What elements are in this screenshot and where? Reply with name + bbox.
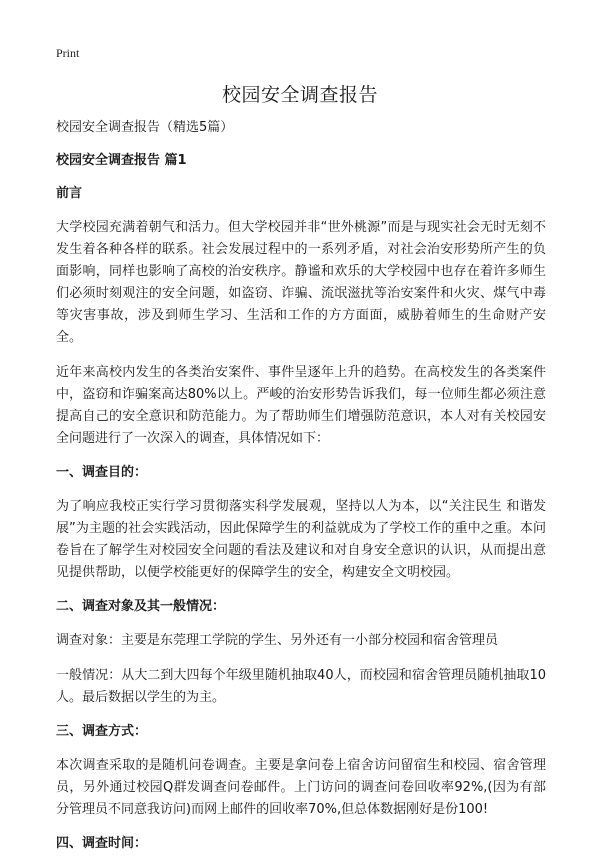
section-heading-subjects: 二、调查对象及其一般情况： [56, 599, 226, 614]
paragraph-preface-1: 大学校园充满着朝气和活力。但大学校园并非“世外桃源”而是与现实社会无时无刻不发生着各种各样的联系。社会发展过程中的一系列矛盾，对社会治安形势所产生的负面影响，同样也影响了高校的治安秩序。静谧和欢乐的大学校园中也存在着许多师生们必须时刻观注的安全问题，如盗窃、诈骗、流氓滋扰等治安案件和火灾、煤气中毒等灾害事故，涉及到师生学习、生活和工作的方方面面，威胁着师生的生命财产安全。 [56, 220, 546, 345]
paragraph-subjects-1: 调查对象：主要是东莞理工学院的学生、另外还有一小部分校园和宿舍管理员 [56, 633, 499, 648]
section-heading-preface: 前言 [56, 186, 83, 201]
section-heading-purpose: 一、调查目的： [56, 465, 148, 480]
document-body [56, 118, 546, 867]
paragraph-method: 本次调查采取的是随机问卷调查。主要是拿问卷上宿舍访问留宿生和校园、宿舍管理员，另外通过校园Q群发调查问卷邮件。上门访问的调查问卷回收率92%,(因为有部分管理员不同意我访问)而网上邮件的回收率70%,但总体数据刚好是份100! [56, 758, 546, 817]
section-heading-time: 四、调查时间： [56, 836, 148, 851]
section-heading-method: 三、调查方式： [56, 724, 148, 739]
print-link[interactable]: Print [56, 46, 80, 60]
paragraph-subjects-2: 一般情况：从大二到大四每个年级里随机抽取40人，而校园和宿舍管理员随机抽取10人。最后数据以学生的为主。 [56, 668, 546, 705]
paragraph-preface-2: 近年来高校内发生的各类治安案件、事件呈逐年上升的趋势。在高校发生的各类案件中，盗窃和诈骗案高达80%以上。严峻的治安形势告诉我们，每一位师生都必须注意提高自己的安全意识和防范能力。为了帮助师生们增强防范意识，本人对有关校园安全问题进行了一次深入的调查，具体情况如下： [56, 365, 546, 446]
page-title: 校园安全调查报告 [221, 84, 378, 106]
paragraph-purpose: 为了响应我校正实行学习贯彻落实科学发展观，坚持以人为本，以“关注民生 和谐发展”为主题的社会实践活动，因此保障学生的利益就成为了学校工作的重中之重。本问卷旨在了解学生对校园安全问题的看法及建议和对自身安全意识的认识，从而提出意见提供帮助，以便学校能更好的保障学生的安全，构建安全文明校园。 [56, 499, 546, 580]
article-heading: 校园安全调查报告 篇1 [56, 153, 187, 168]
document-subtitle: 校园安全调查报告（精选5篇） [56, 120, 234, 135]
